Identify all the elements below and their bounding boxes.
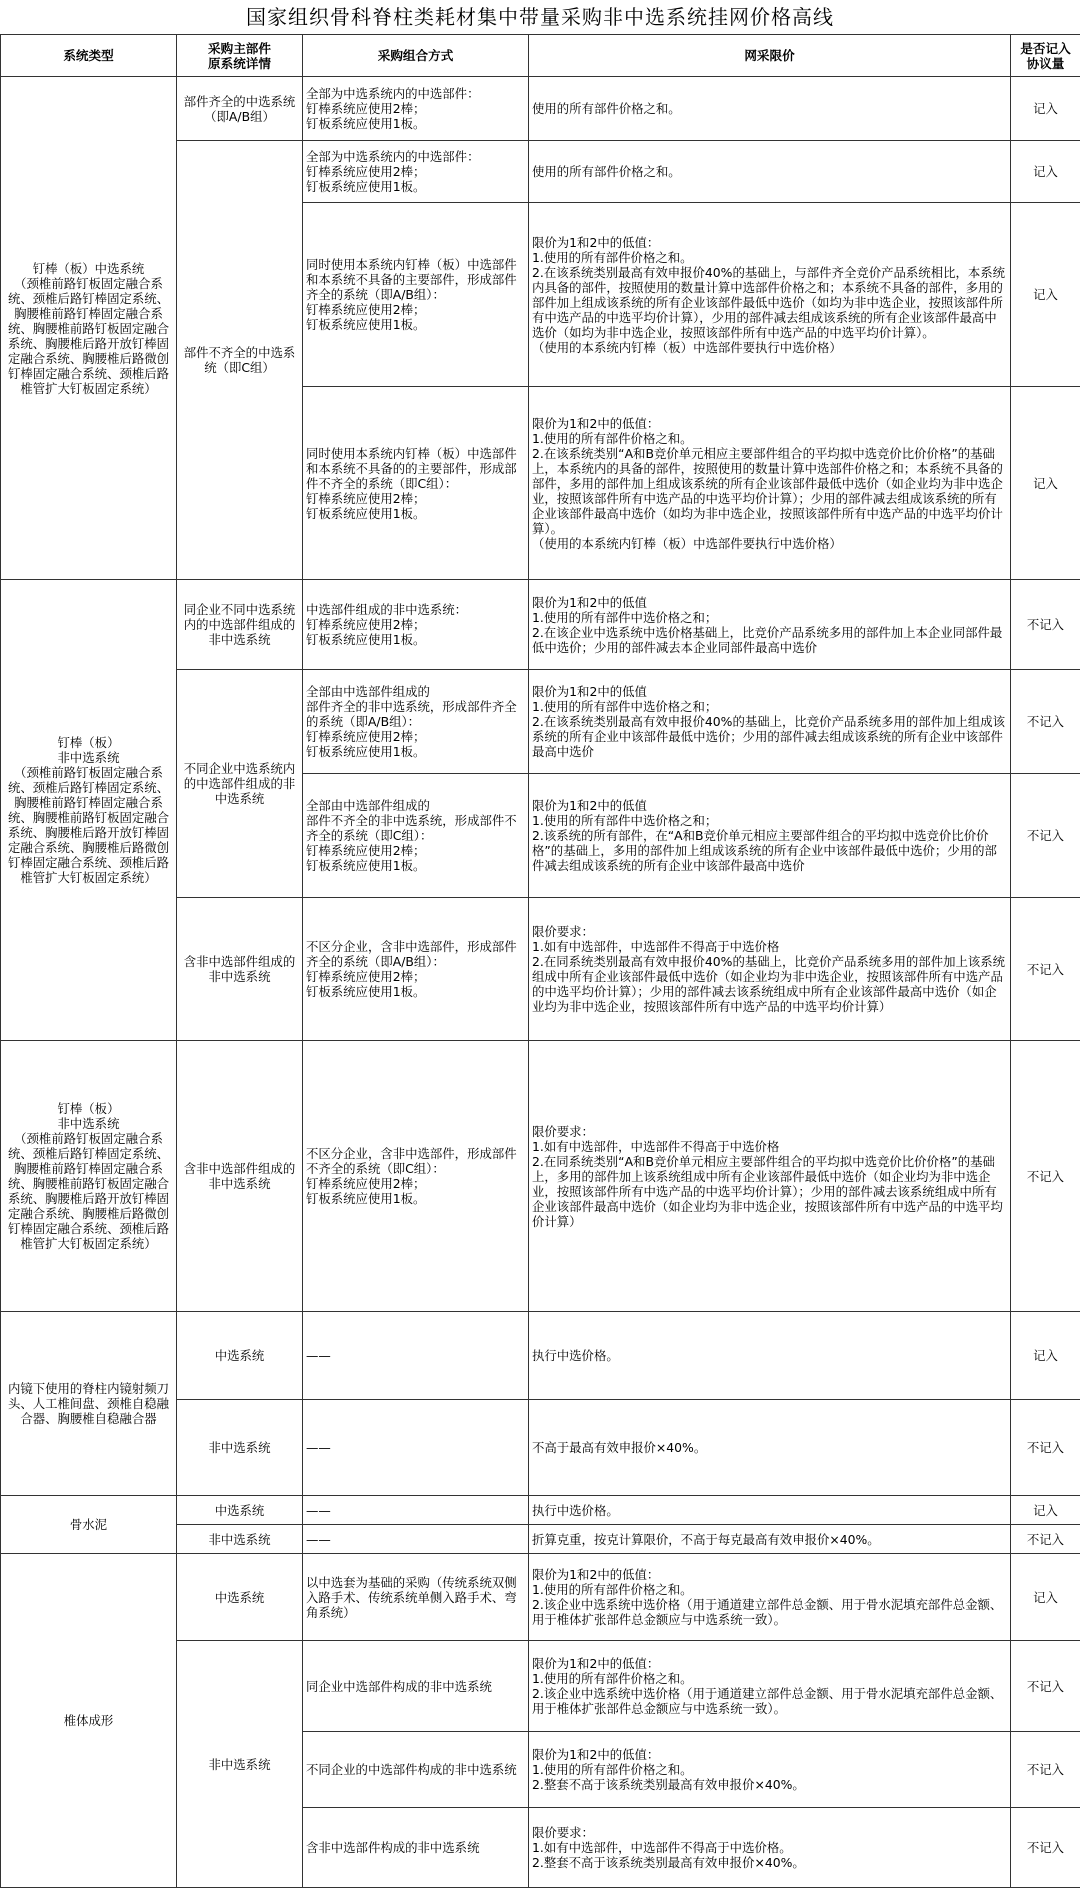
counted-cell: 记入 (1011, 1312, 1080, 1400)
table-row (1, 580, 1080, 670)
combination-cell: 不区分企业，含非中选部件，形成部件齐全的系统（即A/B组）： 钉棒系统应使用2棒； 钉板系统应使用1板。 (303, 898, 529, 1041)
system-type-cell: 内镜下使用的脊柱内镜射频刀头、人工椎间盘、颈椎自稳融合器、胸腰椎自稳融合器 (1, 1312, 177, 1496)
counted-cell: 不记入 (1011, 670, 1080, 774)
original-system-cell: 中选系统 (177, 1312, 303, 1400)
combination-cell: 全部由中选部件组成的 部件齐全的非中选系统，形成部件齐全的系统（即A/B组）： 钉棒系统应使用2棒； 钉板系统应使用1板。 (303, 670, 529, 774)
price-limit-cell: 限价为1和2中的低值： 1.使用的所有部件价格之和。 2.该企业中选系统中选价格（用于通道建立部件总金额、用于骨水泥填充部件总金额、用于椎体扩张部件总金额应与中选系统一致）。 (529, 1554, 1011, 1641)
header-row (1, 35, 1080, 77)
price-limit-cell: 执行中选价格。 (529, 1312, 1011, 1400)
combination-cell: —— (303, 1312, 529, 1400)
original-system-cell: 部件不齐全的中选系统（即C组） (177, 141, 303, 580)
original-system-cell: 部件齐全的中选系统（即A/B组） (177, 77, 303, 141)
table-row (1, 1041, 1080, 1312)
counted-cell: 不记入 (1011, 898, 1080, 1041)
price-limit-cell: 限价要求： 1.如有中选部件，中选部件不得高于中选价格 2.在同系统类别最高有效申报价40%的基础上，比竞价产品系统多用的部件加上该系统组成中所有企业该部件最低中选价（如企业均为非中选企业，按照该部件所有中选产品的中选平均价计算）；少用的部件减去该系统组成中所有企业该部件最高中选价（如企业均为非中选企业，按照该部件所有中选产品的中选平均价计算） (529, 898, 1011, 1041)
price-limit-cell: 限价为1和2中的低值 1.使用的所有部件中选价格之和； 2.在该系统类别最高有效申报价40%的基础上，比竞价产品系统多用的部件加上组成该系统的所有企业中该部件最低中选价；少用的部件减去组成该系统的所有企业中该部件最高中选价 (529, 670, 1011, 774)
price-limit-cell: 限价为1和2中的低值： 1.使用的所有部件价格之和。 2.在该系统类别“A和B竞价单元相应主要部件组合的平均拟中选竞价比价价格”的基础上，本系统内的具备的部件，按照使用的数量计算中选部件价格之和；本系统不具备的部件，多用的部件加上组成该系统的所有企业该部件最低中选价（如企业均为非中选企业，按照该部件所有中选产品的中选平均价计算）；少用的部件减去组成该系统的所有企业该部件最高中选价（如均为非中选企业，按照该部件所有中选产品的中选平均价计算）。 （使用的本系统内钉棒（板）中选部件要执行中选价格） (529, 387, 1011, 580)
counted-cell: 记入 (1011, 1554, 1080, 1641)
counted-cell: 记入 (1011, 77, 1080, 141)
price-limit-cell: 不高于最高有效申报价×40%。 (529, 1400, 1011, 1496)
combination-cell: 中选部件组成的非中选系统： 钉棒系统应使用2棒； 钉板系统应使用1板。 (303, 580, 529, 670)
page-title: 国家组织骨科脊柱类耗材集中带量采购非中选系统挂网价格高线 (0, 0, 1080, 34)
counted-cell: 不记入 (1011, 1808, 1080, 1888)
combination-cell: —— (303, 1496, 529, 1525)
price-limit-cell: 使用的所有部件价格之和。 (529, 77, 1011, 141)
combination-cell: 不同企业的中选部件构成的非中选系统 (303, 1732, 529, 1808)
counted-cell: 记入 (1011, 203, 1080, 387)
counted-cell: 记入 (1011, 141, 1080, 203)
price-limit-cell: 使用的所有部件价格之和。 (529, 141, 1011, 203)
price-limit-cell: 折算克重，按克计算限价，不高于每克最高有效申报价×40%。 (529, 1525, 1011, 1554)
counted-cell: 不记入 (1011, 1400, 1080, 1496)
price-limit-cell: 限价为1和2中的低值 1.使用的所有部件中选价格之和； 2.在该企业中选系统中选价格基础上，比竞价产品系统多用的部件加上本企业同部件最低中选价；少用的部件减去本企业同部件最高中选价 (529, 580, 1011, 670)
counted-cell: 不记入 (1011, 1041, 1080, 1312)
combination-cell: 全部为中选系统内的中选部件： 钉棒系统应使用2棒； 钉板系统应使用1板。 (303, 141, 529, 203)
system-type-cell: 钉棒（板） 非中选系统 （颈椎前路钉板固定融合系统、颈椎后路钉棒固定系统、胸腰椎前路钉棒固定融合系统、胸腰椎前路钉板固定融合系统、胸腰椎后路开放钉棒固定融合系统、胸腰椎后路微创钉棒固定融合系统、颈椎后路椎管扩大钉板固定系统） (1, 1041, 177, 1312)
combination-cell: 含非中选部件构成的非中选系统 (303, 1808, 529, 1888)
original-system-cell: 非中选系统 (177, 1400, 303, 1496)
header-counted: 是否记入 协议量 (1011, 35, 1080, 77)
price-limit-cell: 执行中选价格。 (529, 1496, 1011, 1525)
combination-cell: 全部由中选部件组成的 部件不齐全的非中选系统，形成部件不齐全的系统（即C组）： 钉棒系统应使用2棒； 钉板系统应使用1板。 (303, 774, 529, 898)
price-limit-cell: 限价要求： 1.如有中选部件，中选部件不得高于中选价格。 2.整套不高于该系统类别最高有效申报价×40%。 (529, 1808, 1011, 1888)
combination-cell: 以中选套为基础的采购（传统系统双侧入路手术、传统系统单侧入路手术、弯角系统） (303, 1554, 529, 1641)
table-row (1, 1312, 1080, 1400)
counted-cell: 不记入 (1011, 1732, 1080, 1808)
counted-cell: 不记入 (1011, 1525, 1080, 1554)
price-limit-cell: 限价为1和2中的低值： 1.使用的所有部件价格之和。 2.该企业中选系统中选价格（用于通道建立部件总金额、用于骨水泥填充部件总金额、用于椎体扩张部件总金额应与中选系统一致）。 (529, 1641, 1011, 1732)
combination-cell: 全部为中选系统内的中选部件： 钉棒系统应使用2棒； 钉板系统应使用1板。 (303, 77, 529, 141)
system-type-cell: 椎体成形 (1, 1554, 177, 1888)
combination-cell: 同企业中选部件构成的非中选系统 (303, 1641, 529, 1732)
counted-cell: 记入 (1011, 387, 1080, 580)
price-limit-cell: 限价为1和2中的低值 1.使用的所有部件中选价格之和； 2.该系统的所有部件，在“A和B竞价单元相应主要部件组合的平均拟中选竞价比价价格”的基础上，多用的部件加上组成该系统的所有企业中该部件最低中选价；少用的部件减去组成该系统的所有企业中该部件最高中选价 (529, 774, 1011, 898)
original-system-cell: 含非中选部件组成的非中选系统 (177, 1041, 303, 1312)
counted-cell: 不记入 (1011, 774, 1080, 898)
original-system-cell: 不同企业中选系统内的中选部件组成的非中选系统 (177, 670, 303, 898)
system-type-cell: 钉棒（板）中选系统 （颈椎前路钉板固定融合系统、颈椎后路钉棒固定系统、胸腰椎前路钉棒固定融合系统、胸腰椎前路钉板固定融合系统、胸腰椎后路开放钉棒固定融合系统、胸腰椎后路微创钉棒固定融合系统、颈椎后路椎管扩大钉板固定系统） (1, 77, 177, 580)
combination-cell: 同时使用本系统内钉棒（板）中选部件和本系统不具备的的主要部件，形成部件不齐全的系统（即C组）： 钉棒系统应使用2棒； 钉板系统应使用1板。 (303, 387, 529, 580)
price-limit-cell: 限价为1和2中的低值： 1.使用的所有部件价格之和。 2.在该系统类别最高有效申报价40%的基础上，与部件齐全竞价产品系统相比，本系统内具备的部件，按照使用的数量计算中选部件价格之和；本系统不具备的部件，多用的部件加上组成该系统的所有企业该部件最低中选价（如均为非中选企业，按照该部件所有中选产品的中选平均价计算），少用的部件减去组成该系统的所有企业该部件最高中选价（如均为非中选企业，按照该部件所有中选产品的中选平均价计算）。 （使用的本系统内钉棒（板）中选部件要执行中选价格） (529, 203, 1011, 387)
table-row (1, 1554, 1080, 1641)
combination-cell: 同时使用本系统内钉棒（板）中选部件和本系统不具备的主要部件，形成部件齐全的系统（即A/B组）： 钉棒系统应使用2棒； 钉板系统应使用1板。 (303, 203, 529, 387)
header-system-type: 系统类型 (1, 35, 177, 77)
price-limit-cell: 限价要求： 1.如有中选部件，中选部件不得高于中选价格 2.在同系统类别“A和B竞价单元相应主要部件组合的平均拟中选竞价比价价格”的基础上，多用的部件加上该系统组成中所有企业该部件最低中选价（如企业均为非中选企业，按照该部件所有中选产品的中选平均价计算）；少用的部件减去该系统组成中所有企业该部件最高中选价（如企业均为非中选企业，按照该部件所有中选产品的中选平均价计算） (529, 1041, 1011, 1312)
counted-cell: 不记入 (1011, 580, 1080, 670)
original-system-cell: 中选系统 (177, 1554, 303, 1641)
original-system-cell: 非中选系统 (177, 1641, 303, 1888)
combination-cell: 不区分企业，含非中选部件，形成部件不齐全的系统（即C组）： 钉棒系统应使用2棒； 钉板系统应使用1板。 (303, 1041, 529, 1312)
system-type-cell: 钉棒（板） 非中选系统 （颈椎前路钉板固定融合系统、颈椎后路钉棒固定系统、胸腰椎前路钉棒固定融合系统、胸腰椎前路钉板固定融合系统、胸腰椎后路开放钉棒固定融合系统、胸腰椎后路微创钉棒固定融合系统、颈椎后路椎管扩大钉板固定系统） (1, 580, 177, 1041)
combination-cell: —— (303, 1525, 529, 1554)
original-system-cell: 非中选系统 (177, 1525, 303, 1554)
original-system-cell: 中选系统 (177, 1496, 303, 1525)
counted-cell: 记入 (1011, 1496, 1080, 1525)
original-system-cell: 含非中选部件组成的非中选系统 (177, 898, 303, 1041)
header-original-system: 采购主部件 原系统详情 (177, 35, 303, 77)
original-system-cell: 同企业不同中选系统内的中选部件组成的非中选系统 (177, 580, 303, 670)
table-row (1, 77, 1080, 141)
header-combination: 采购组合方式 (303, 35, 529, 77)
table-row (1, 1496, 1080, 1525)
system-type-cell: 骨水泥 (1, 1496, 177, 1554)
counted-cell: 不记入 (1011, 1641, 1080, 1732)
header-price-limit: 网采限价 (529, 35, 1011, 77)
price-limit-table (0, 34, 1080, 1888)
combination-cell: —— (303, 1400, 529, 1496)
price-limit-cell: 限价为1和2中的低值： 1.使用的所有部件价格之和。 2.整套不高于该系统类别最高有效申报价×40%。 (529, 1732, 1011, 1808)
